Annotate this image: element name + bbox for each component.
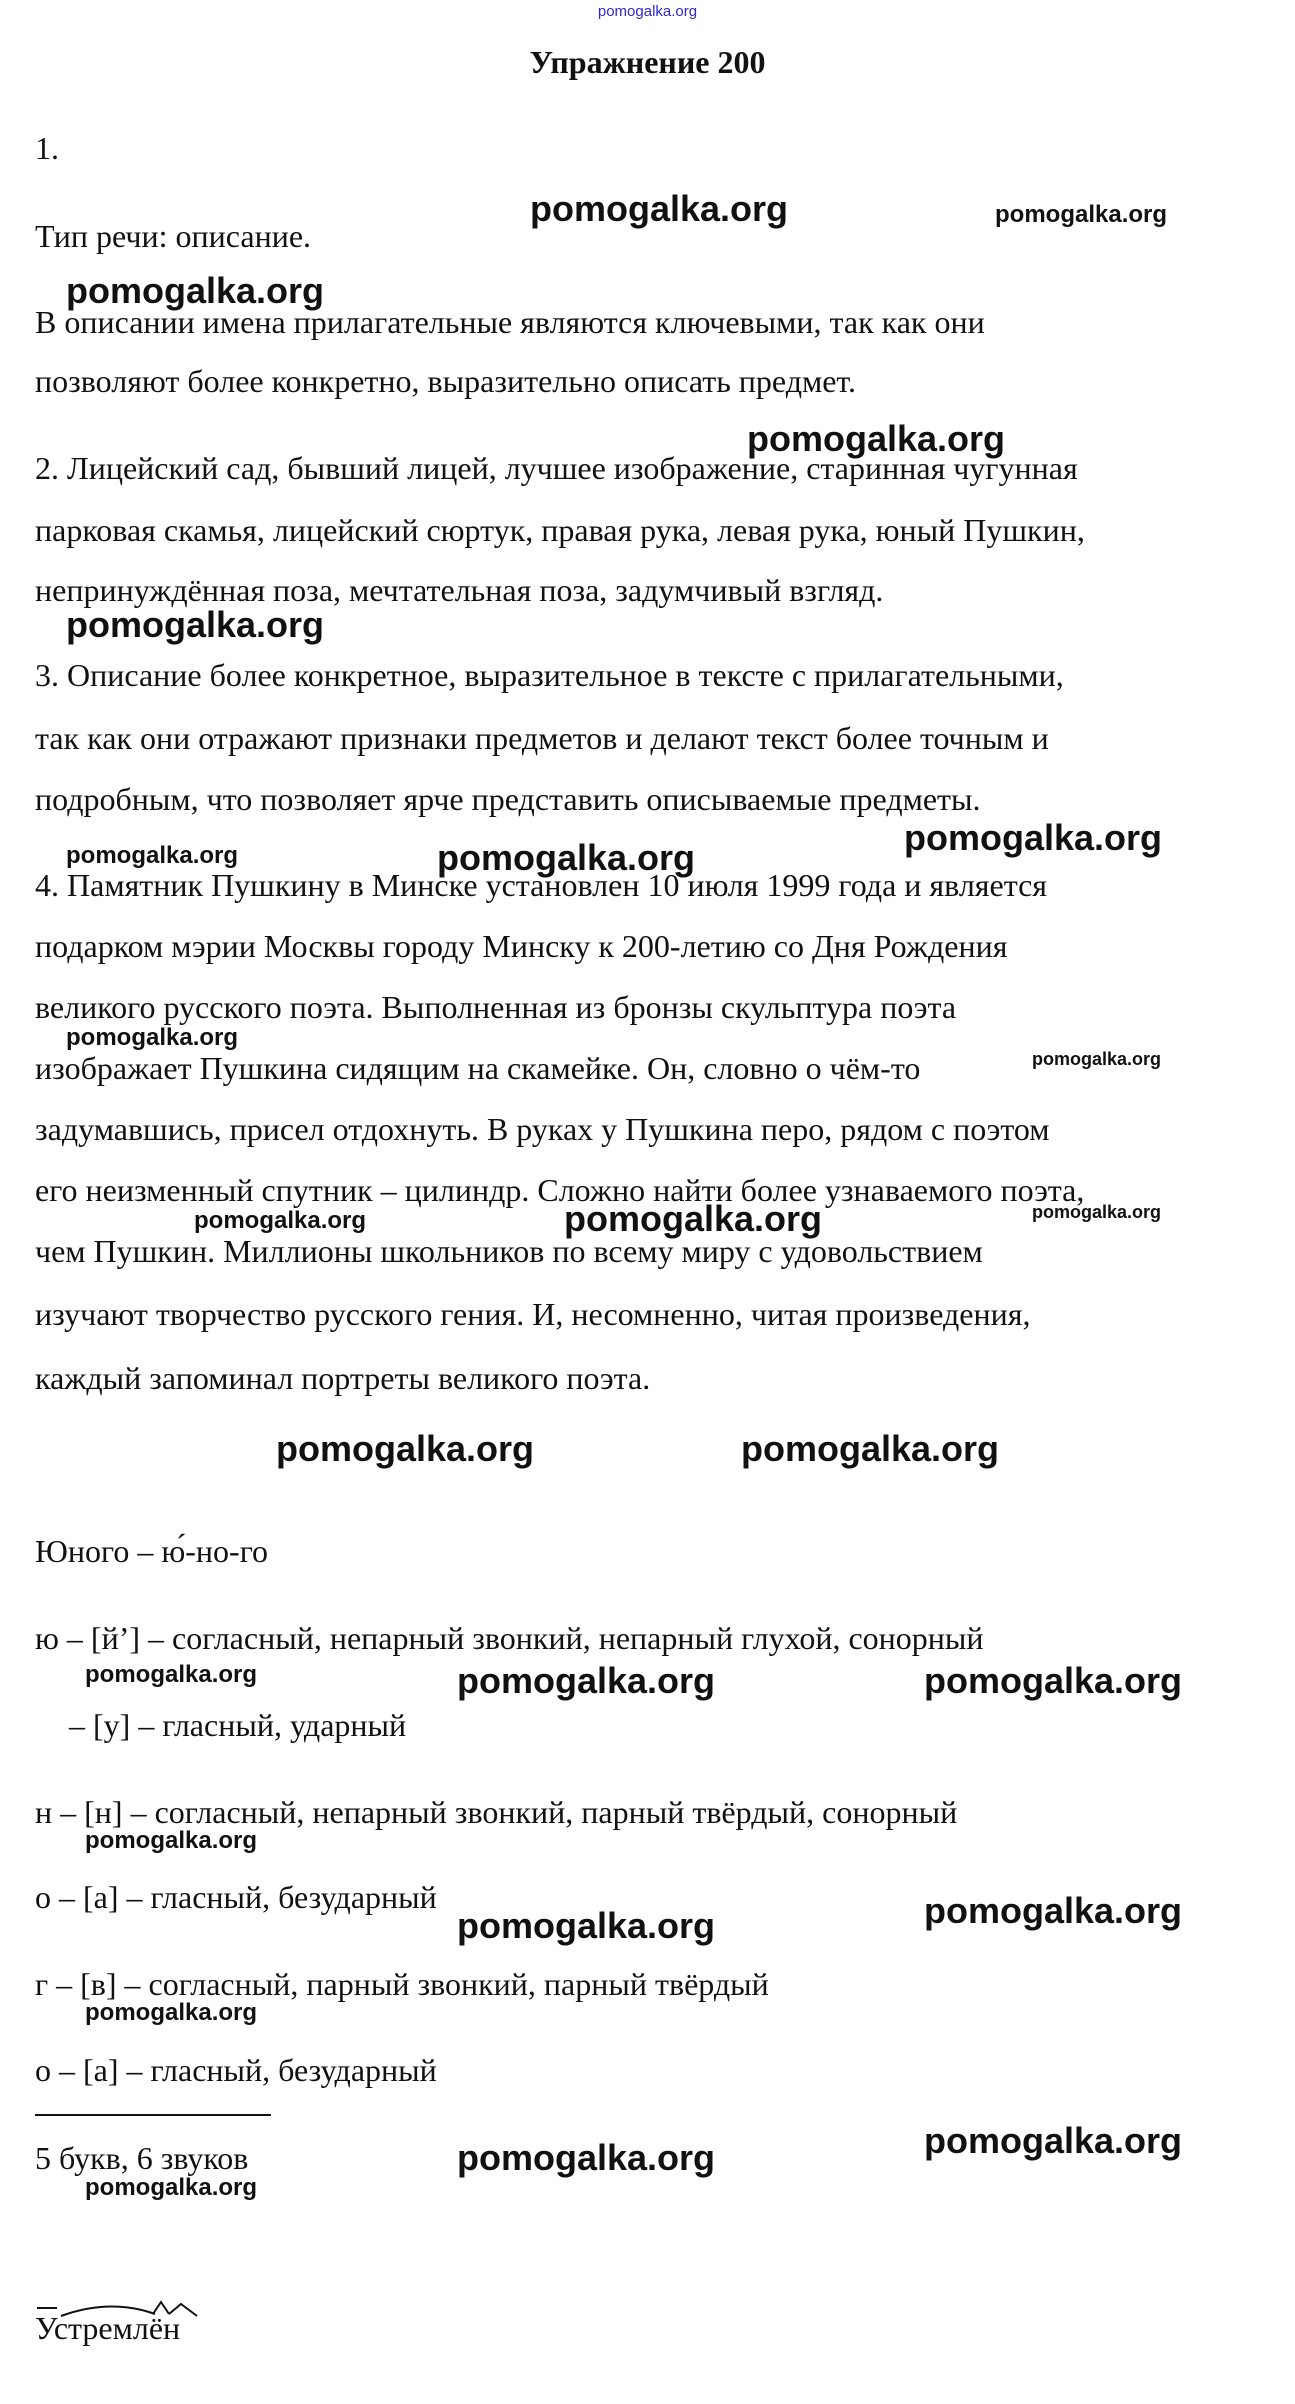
text-line: так как они отражают признаки предметов и делают текст более точным и xyxy=(35,720,1049,756)
morpheme-parse xyxy=(35,2296,181,2346)
text-line: великого русского поэта. Выполненная из бронзы скульптура поэта xyxy=(35,989,957,1025)
watermark: pomogalka.org xyxy=(66,1024,239,1051)
text-line: парковая скамья, лицейский сюртук, правая рука, левая рука, юный Пушкин, xyxy=(35,512,1085,548)
text-line: чем Пушкин. Миллионы школьников по всему миру с удовольствием xyxy=(35,1233,983,1269)
phonetic-line: о – [а] – гласный, безударный xyxy=(35,1879,437,1915)
text-line: его неизменный спутник – цилиндр. Сложно найти более узнаваемого поэта, xyxy=(35,1172,1085,1208)
watermark: pomogalka.org xyxy=(747,418,1006,459)
watermark: pomogalka.org xyxy=(437,837,696,878)
phonetic-line: – [у] – гласный, ударный xyxy=(69,1707,407,1743)
watermark: pomogalka.org xyxy=(924,1890,1183,1931)
watermark: pomogalka.org xyxy=(85,1661,258,1688)
word-syllables: Юного – ю́-но-го xyxy=(35,1533,269,1569)
text-line: позволяют более конкретно, выразительно описать предмет. xyxy=(35,363,856,399)
watermark: pomogalka.org xyxy=(904,817,1163,858)
watermark: pomogalka.org xyxy=(1032,1202,1162,1222)
item-number: 1. xyxy=(35,130,59,166)
watermark: pomogalka.org xyxy=(276,1428,535,1469)
morpheme-marks-icon xyxy=(35,2296,235,2356)
watermark: pomogalka.org xyxy=(194,1207,367,1234)
morpheme-word: Устремлён xyxy=(35,2310,181,2346)
text-line: непринуждённая поза, мечтательная поза, задумчивый взгляд. xyxy=(35,572,884,608)
text-line: подарком мэрии Москвы городу Минску к 200-летию со Дня Рождения xyxy=(35,928,1008,964)
watermark: pomogalka.org xyxy=(564,1198,823,1239)
watermark: pomogalka.org xyxy=(85,2174,258,2201)
text-line: 4. Памятник Пушкину в Минске установлен 10 июля 1999 года и является xyxy=(35,867,1047,903)
text-line: 2. Лицейский сад, бывший лицей, лучшее изображение, старинная чугунная xyxy=(35,450,1078,486)
watermark: pomogalka.org xyxy=(85,1999,258,2026)
text-line: каждый запоминал портреты великого поэта. xyxy=(35,1360,651,1396)
summary-line: 5 букв, 6 звуков xyxy=(35,2140,249,2176)
text-line: Тип речи: описание. xyxy=(35,218,312,254)
text-line: В описании имена прилагательные являются ключевыми, так как они xyxy=(35,304,985,340)
text-line: изображает Пушкина сидящим на скамейке. Он, словно о чём-то xyxy=(35,1050,921,1086)
watermark: pomogalka.org xyxy=(66,270,325,311)
text-line: изучают творчество русского гения. И, несомненно, читая произведения, xyxy=(35,1296,1031,1332)
watermark: pomogalka.org xyxy=(457,2137,716,2178)
watermark: pomogalka.org xyxy=(66,842,239,869)
watermark: pomogalka.org xyxy=(924,1660,1183,1701)
page-title: Упражнение 200 xyxy=(529,44,766,80)
phonetic-line: ю – [й’] – согласный, непарный звонкий, непарный глухой, сонорный xyxy=(35,1620,984,1656)
phonetic-line: н – [н] – согласный, непарный звонкий, парный твёрдый, сонорный xyxy=(35,1794,958,1830)
text-line: подробным, что позволяет ярче представить описываемые предметы. xyxy=(35,781,981,817)
watermark: pomogalka.org xyxy=(457,1905,716,1946)
watermark: pomogalka.org xyxy=(924,2120,1183,2161)
watermark: pomogalka.org xyxy=(741,1428,1000,1469)
watermark: pomogalka.org xyxy=(85,1827,258,1854)
watermark: pomogalka.org xyxy=(530,188,789,229)
watermark: pomogalka.org xyxy=(995,201,1168,228)
text-line: задумавшись, присел отдохнуть. В руках у Пушкина перо, рядом с поэтом xyxy=(35,1111,1050,1147)
watermark: pomogalka.org xyxy=(66,604,325,645)
phonetic-line: г – [в] – согласный, парный звонкий, парный твёрдый xyxy=(35,1966,769,2002)
text-line: 3. Описание более конкретное, выразительное в тексте с прилагательными, xyxy=(35,657,1064,693)
phonetic-line: о – [а] – гласный, безударный xyxy=(35,2052,437,2088)
divider xyxy=(35,2114,271,2116)
watermark: pomogalka.org xyxy=(457,1660,716,1701)
watermark: pomogalka.org xyxy=(1032,1049,1162,1069)
top-site-link[interactable]: pomogalka.org xyxy=(597,3,698,20)
